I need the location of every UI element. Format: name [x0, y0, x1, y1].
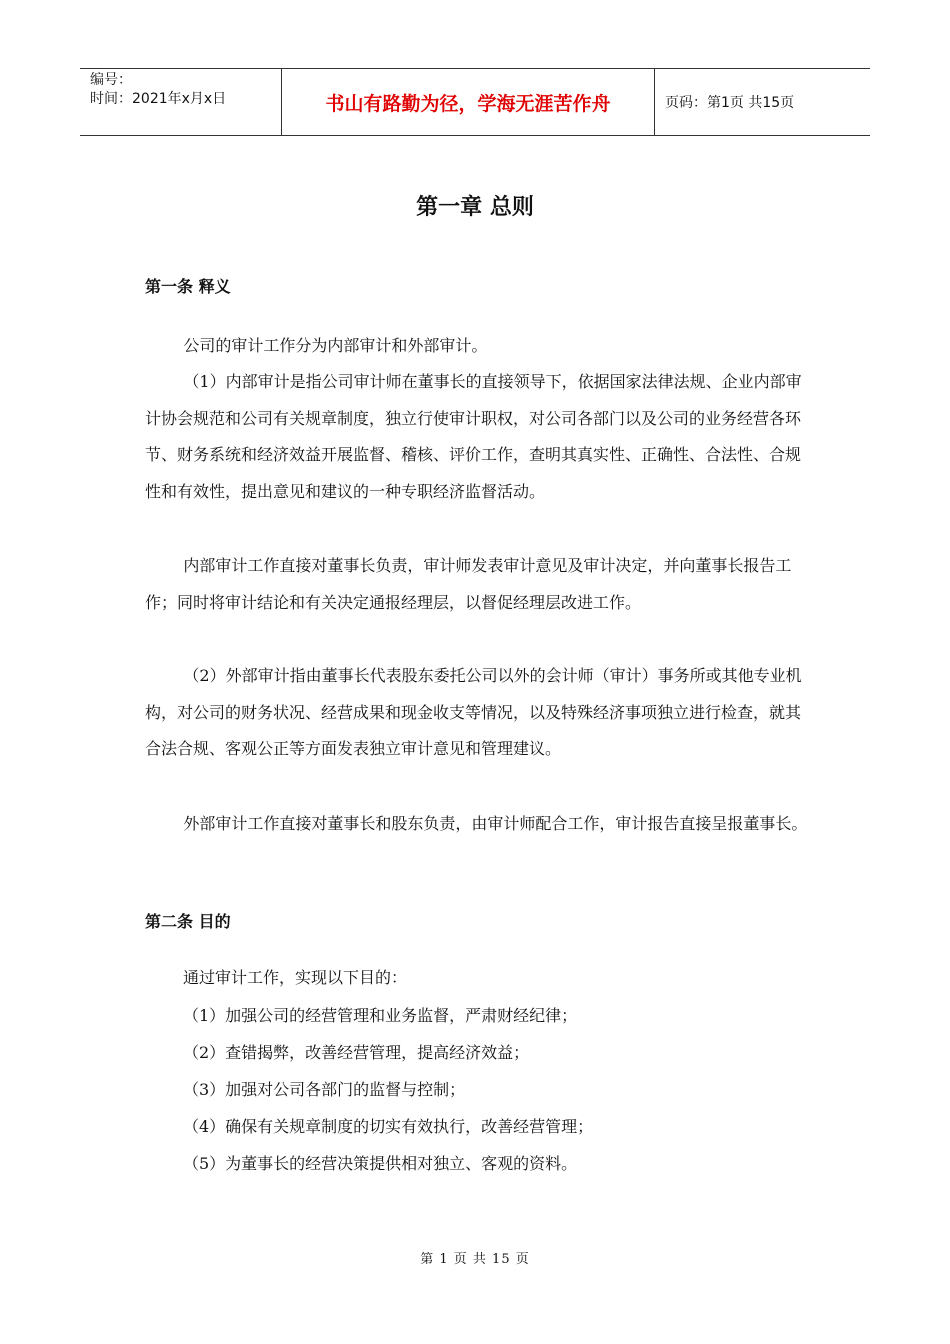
article-1-paragraph: 外部审计工作直接对董事长和股东负责，由审计师配合工作，审计报告直接呈报董事长。 [183, 814, 808, 833]
list-item: （4）确保有关规章制度的切实有效执行，改善经营管理； [183, 1117, 594, 1136]
article-1-paragraph: 内部审计工作直接对董事长负责，审计师发表审计意见及审计决定，并向董事长报告工作；同时将审计结论和有关决定通报经理层，以督促经理层改进工作。 [145, 556, 792, 612]
article-1-heading: 第一条 释义 [145, 277, 231, 296]
list-item: （2）查错揭弊，改善经营管理，提高经济效益； [183, 1043, 530, 1062]
list-item: （5）为董事长的经营决策提供相对独立、客观的资料。 [183, 1154, 578, 1173]
chapter-title: 第一章 总则 [416, 195, 534, 220]
header-meta [80, 69, 282, 135]
article-1-paragraph: 公司的审计工作分为内部审计和外部审计。 [183, 336, 488, 355]
page-footer: 第 1 页 共 15 页 [420, 1252, 530, 1267]
article-2-intro: 通过审计工作，实现以下目的： [183, 968, 408, 987]
article-1-paragraph: （1）内部审计是指公司审计师在董事长的直接领导下，依据国家法律法规、企业内部审计协会规范和公司有关规章制度，独立行使审计职权，对公司各部门以及公司的业务经营各环节、财务系统和经济效益开展监督、稽核、评价工作，查明其真实性、正确性、合法性、合规性和有效性，提出意见和建议的一种专职经济监督活动。 [145, 372, 802, 501]
list-item: （1）加强公司的经营管理和业务监督，严肃财经纪律； [183, 1006, 578, 1025]
document-number-label: 编号： [90, 72, 132, 88]
list-item: （3）加强对公司各部门的监督与控制； [183, 1080, 466, 1099]
header-page-info: 页码：第1页 共15页 [665, 95, 795, 111]
header-motto: 书山有路勤为径，学海无涯苦作舟 [282, 69, 655, 135]
page-header [80, 68, 870, 136]
article-2-heading: 第二条 目的 [145, 912, 231, 931]
document-time-label: 时间：2021年x月x日 [90, 91, 227, 107]
article-1-paragraph: （2）外部审计指由董事长代表股东委托公司以外的会计师（审计）事务所或其他专业机构，对公司的财务状况、经营成果和现金收支等情况，以及特殊经济事项独立进行检查，就其合法合规、客观公正等方面发表独立审计意见和管理建议。 [145, 666, 802, 758]
